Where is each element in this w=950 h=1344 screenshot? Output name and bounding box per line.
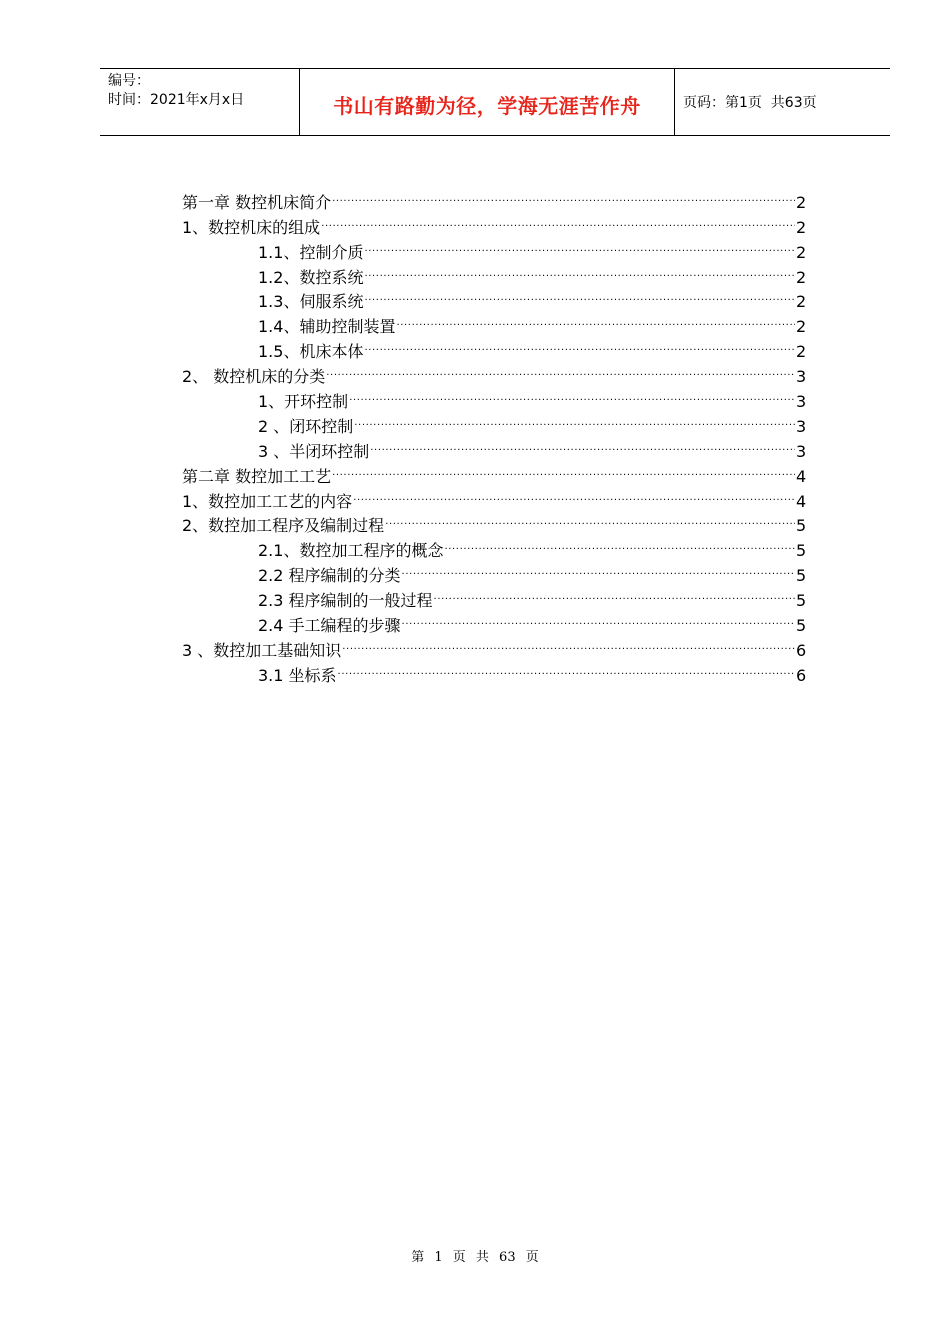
toc-leader-dots [354, 407, 795, 432]
toc-leader-dots [402, 556, 795, 581]
toc-leader-dots [364, 258, 795, 283]
toc-entry-page: 2 [796, 317, 807, 337]
toc-entry-page: 5 [796, 616, 807, 636]
document-header [100, 68, 890, 136]
toc-entry-title: 2.3 程序编制的一般过程 [258, 591, 433, 611]
toc-entry-title: 3 、数控加工基础知识 [182, 640, 342, 660]
toc-entry-title: 3.1 坐标系 [258, 665, 337, 685]
toc-leader-dots [364, 283, 795, 308]
toc-entry-title: 1、数控加工工艺的内容 [182, 491, 353, 511]
toc-entry-title: 1.1、控制介质 [258, 242, 364, 262]
toc-entry-page: 3 [796, 416, 807, 436]
toc-entry-title: 2.2 程序编制的分类 [258, 566, 401, 586]
toc-leader-dots [353, 482, 795, 507]
toc-entry-title: 1.2、数控系统 [258, 267, 364, 287]
toc-leader-dots [364, 332, 795, 357]
motto: 书山有路勤为径，学海无涯苦作舟 [333, 93, 641, 118]
toc-leader-dots [364, 233, 795, 258]
toc-leader-dots [349, 382, 795, 407]
page-footer: 第 1 页 共 63 页 [411, 1250, 539, 1265]
toc-leader-dots [326, 357, 795, 382]
toc-leader-dots [396, 307, 795, 332]
toc-leader-dots [332, 457, 795, 482]
toc-entry-page: 2 [796, 242, 807, 262]
toc-leader-dots [321, 208, 795, 233]
header-motto-cell [300, 69, 675, 135]
toc-entry-page: 2 [796, 292, 807, 312]
toc-leader-dots [370, 432, 795, 457]
toc-leader-dots [434, 581, 795, 606]
toc-entry-page: 4 [796, 491, 807, 511]
code-label: 编号： [108, 73, 150, 89]
toc-entry-page: 6 [796, 665, 807, 685]
toc-entry-page: 6 [796, 640, 807, 660]
time-label: 时间：2021年x月x日 [108, 92, 245, 108]
toc-entry-page: 3 [796, 441, 807, 461]
toc-entry-title: 第二章 数控加工工艺 [182, 466, 332, 486]
toc-entry-title: 2、 数控机床的分类 [182, 367, 326, 387]
toc-entry-title: 1.4、辅助控制装置 [258, 317, 396, 337]
toc-entry-title: 第一章 数控机床简介 [182, 192, 332, 212]
toc-leader-dots [332, 183, 795, 208]
toc-entry[interactable] [182, 183, 807, 212]
toc-entry-title: 1.5、机床本体 [258, 342, 364, 362]
toc-entry-page: 5 [796, 591, 807, 611]
toc-entry-page: 2 [796, 217, 807, 237]
toc-entry-title: 2.4 手工编程的步骤 [258, 616, 401, 636]
toc-entry-page: 3 [796, 367, 807, 387]
toc-leader-dots [402, 606, 795, 631]
toc-entry-title: 2 、闭环控制 [258, 416, 354, 436]
header-page-cell [675, 69, 890, 135]
toc-entry-page: 5 [796, 541, 807, 561]
toc-entry-page: 5 [796, 566, 807, 586]
toc-entry-page: 2 [796, 267, 807, 287]
toc-entry-page: 4 [796, 466, 807, 486]
toc-leader-dots [385, 507, 795, 532]
page-info: 页码：第1页 共63页 [683, 95, 817, 111]
toc-entry-title: 2.1、数控加工程序的概念 [258, 541, 444, 561]
toc-leader-dots [444, 531, 795, 556]
toc-entry-title: 1、数控机床的组成 [182, 217, 321, 237]
toc-entry-page: 2 [796, 192, 807, 212]
toc-entry-title: 1、开环控制 [258, 392, 349, 412]
toc-entry-page: 5 [796, 516, 807, 536]
toc-leader-dots [342, 631, 795, 656]
toc-entry-page: 3 [796, 392, 807, 412]
toc-entry-title: 3 、半闭环控制 [258, 441, 370, 461]
table-of-contents [182, 183, 807, 685]
toc-entry-title: 1.3、伺服系统 [258, 292, 364, 312]
header-meta-cell [100, 69, 300, 135]
toc-entry-page: 2 [796, 342, 807, 362]
toc-leader-dots [338, 656, 795, 681]
toc-entry-title: 2、数控加工程序及编制过程 [182, 516, 385, 536]
